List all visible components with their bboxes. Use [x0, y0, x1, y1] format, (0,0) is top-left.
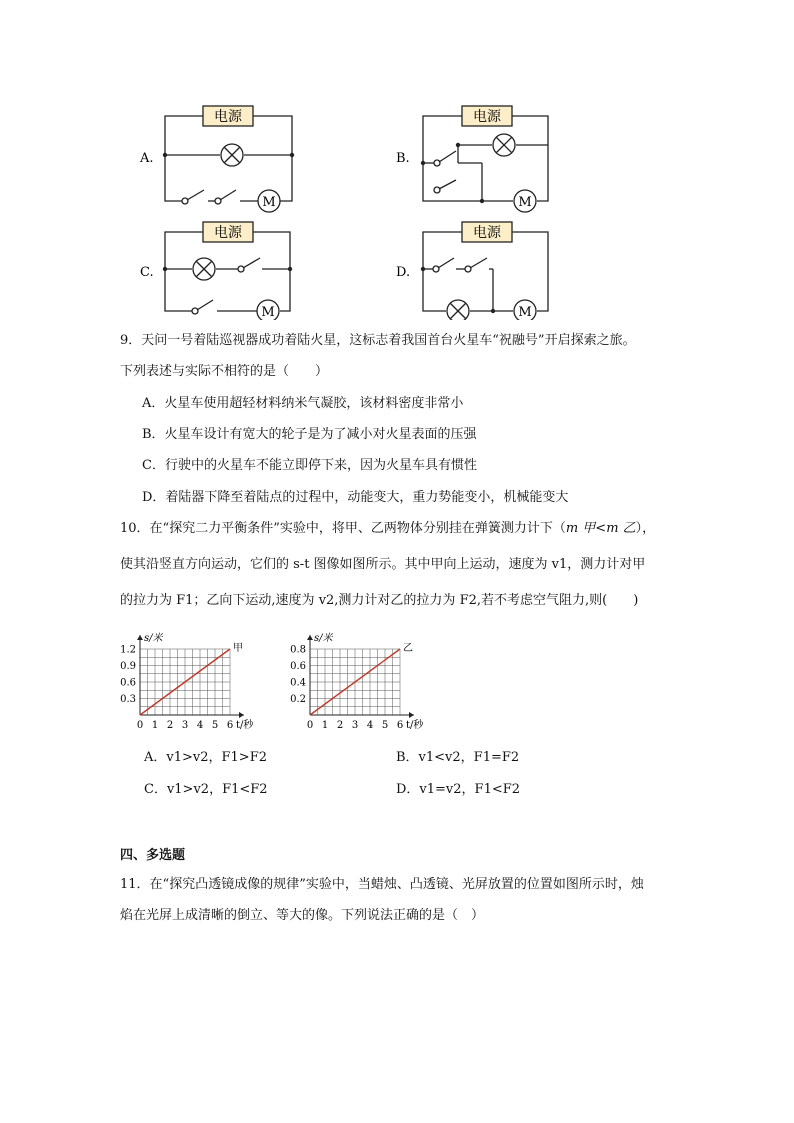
- q10-option-a: A．v1>v2，F1>F2: [144, 750, 267, 765]
- motor-label-a: M: [262, 195, 276, 210]
- x-axis-arrow: [409, 712, 414, 718]
- q9-option-d: D．着陆器下降至着陆点的过程中，动能变大，重力势能变小，机械能变大: [142, 490, 569, 505]
- x-tick-label: 3: [351, 720, 359, 731]
- q10-option-b: B．v1<v2，F1=F2: [396, 750, 520, 765]
- motor-label-b: M: [518, 195, 532, 210]
- option-label-a: A.: [140, 151, 154, 166]
- x-tick-label: 4: [196, 720, 204, 731]
- section-heading: 四、多选题: [120, 848, 186, 863]
- y-tick-label: 0.6: [290, 661, 306, 672]
- x-tick-label: 6: [226, 720, 234, 731]
- motor-label-c: M: [261, 305, 275, 320]
- x-tick-label: 1: [151, 720, 159, 731]
- x-tick-label: 0: [306, 720, 314, 731]
- q10-line1-post: ），: [635, 521, 656, 536]
- circuit-diagrams: [0, 0, 794, 320]
- q9-stem-line2: 下列表述与实际不相符的是（ ）: [120, 364, 329, 379]
- x-tick-label: 1: [321, 720, 329, 731]
- option-label-d: D.: [396, 265, 411, 280]
- y-axis-label: s/米: [144, 633, 163, 644]
- motor-label-d: M: [518, 305, 532, 320]
- y-tick-label: 0.2: [290, 694, 306, 705]
- x-tick-label: 5: [381, 720, 389, 731]
- option-label-b: B.: [396, 151, 410, 166]
- power-label-c: 电源: [214, 225, 242, 241]
- x-tick-label: 3: [181, 720, 189, 731]
- q10-line3: 的拉力为 F1；乙向下运动,速度为 v2,测力计对乙的拉力为 F2,若不考虑空气阻力,则( ): [120, 593, 639, 608]
- power-label-a: 电源: [214, 109, 242, 125]
- y-axis-label: s/米: [314, 633, 333, 644]
- x-axis-label: t/秒: [236, 720, 254, 731]
- q11-line1: 11．在“探究凸透镜成像的规律”实验中，当蜡烛、凸透镜、光屏放置的位置如图所示时，烛: [120, 877, 644, 892]
- y-axis-arrow: [307, 635, 313, 640]
- x-tick-label: 5: [211, 720, 219, 731]
- q11-line2: 焰在光屏上成清晰的倒立、等大的像。下列说法正确的是（ ）: [120, 908, 485, 923]
- power-label-b: 电源: [473, 109, 501, 125]
- series-label: 乙: [403, 643, 413, 654]
- q10-option-c: C．v1>v2，F1<F2: [144, 782, 268, 797]
- q10-line1: [120, 521, 655, 537]
- y-axis-arrow: [137, 635, 143, 640]
- x-tick-label: 2: [166, 720, 174, 731]
- option-label-c: C.: [140, 265, 154, 280]
- st-graph-jia: [120, 632, 254, 731]
- st-graphs: [110, 620, 450, 740]
- q9-option-b: B．火星车设计有宽大的轮子是为了减小对火星表面的压强: [142, 427, 477, 442]
- x-tick-label: 0: [136, 720, 144, 731]
- y-tick-label: 0.6: [120, 677, 136, 689]
- power-label-d: 电源: [473, 225, 501, 241]
- q10-line1-pre: 10．在“探究二力平衡条件”实验中，将甲、乙两物体分别挂在弹簧测力计下（: [120, 521, 566, 536]
- q10-mass-relation: m 甲<m 乙: [565, 521, 636, 536]
- st-graph-yi: [290, 632, 424, 731]
- series-label: 甲: [233, 643, 243, 654]
- x-tick-label: 6: [396, 720, 404, 731]
- y-tick-label: 0.4: [290, 677, 306, 689]
- y-tick-label: 0.9: [120, 661, 136, 672]
- y-tick-label: 1.2: [120, 644, 136, 656]
- x-axis-label: t/秒: [406, 720, 424, 731]
- x-tick-label: 2: [336, 720, 344, 731]
- x-axis-arrow: [239, 712, 244, 718]
- q9-stem-line1: 9．天问一号着陆巡视器成功着陆火星，这标志着我国首台火星车“祝融号”开启探索之旅。: [120, 333, 636, 348]
- y-tick-label: 0.3: [120, 694, 136, 705]
- q10-option-d: D．v1=v2，F1<F2: [396, 782, 521, 797]
- q9-option-a: A．火星车使用超轻材料纳米气凝胶，该材料密度非常小: [142, 396, 464, 411]
- y-tick-label: 0.8: [290, 644, 306, 656]
- q10-line2: 使其沿竖直方向运动，它们的 s-t 图像如图所示。其中甲向上运动，速度为 v1，测力计对甲: [120, 557, 646, 572]
- q9-option-c: C．行驶中的火星车不能立即停下来，因为火星车具有惯性: [142, 458, 477, 473]
- x-tick-label: 4: [366, 720, 374, 731]
